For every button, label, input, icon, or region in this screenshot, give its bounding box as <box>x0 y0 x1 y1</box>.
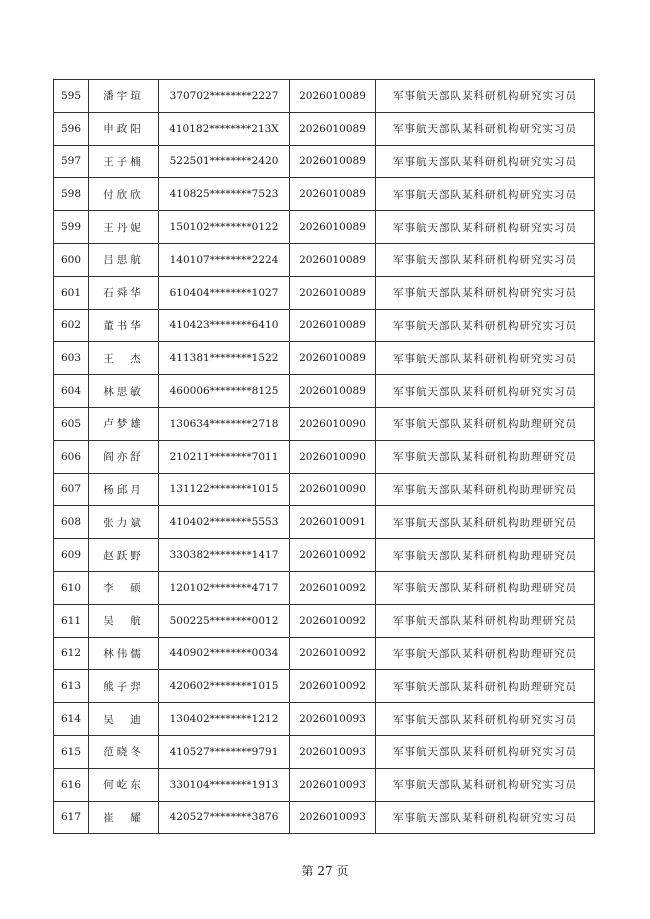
seq-cell: 609 <box>54 539 89 572</box>
position-title-cell: 军事航天部队某科研机构助理研究员 <box>376 407 595 440</box>
position-title-cell: 军事航天部队某科研机构助理研究员 <box>376 637 595 670</box>
position-title-cell: 军事航天部队某科研机构助理研究员 <box>376 506 595 539</box>
position-title-cell: 军事航天部队某科研机构助理研究员 <box>376 539 595 572</box>
name-cell: 张力斌 <box>89 506 159 539</box>
id-number-cell: 420602********1015 <box>159 670 290 703</box>
roster-table <box>53 79 595 834</box>
position-title-cell: 军事航天部队某科研机构研究实习员 <box>376 211 595 244</box>
name-cell: 吕思航 <box>89 243 159 276</box>
id-number-cell: 410527********9791 <box>159 735 290 768</box>
roster-table-body <box>54 80 595 834</box>
name-cell: 卢梦雄 <box>89 407 159 440</box>
id-number-cell: 410825********7523 <box>159 178 290 211</box>
roster-table-container <box>53 79 594 834</box>
position-code-cell: 2026010093 <box>290 801 376 834</box>
position-code-cell: 2026010089 <box>290 211 376 244</box>
position-title-cell: 军事航天部队某科研机构研究实习员 <box>376 801 595 834</box>
position-code-cell: 2026010092 <box>290 604 376 637</box>
position-code-cell: 2026010091 <box>290 506 376 539</box>
position-title-cell: 军事航天部队某科研机构研究实习员 <box>376 768 595 801</box>
table-row <box>54 735 595 768</box>
table-row <box>54 112 595 145</box>
position-code-cell: 2026010090 <box>290 473 376 506</box>
position-title-cell: 军事航天部队某科研机构助理研究员 <box>376 473 595 506</box>
seq-cell: 600 <box>54 243 89 276</box>
table-row <box>54 80 595 113</box>
id-number-cell: 130402********1212 <box>159 703 290 736</box>
id-number-cell: 420527********3876 <box>159 801 290 834</box>
table-row <box>54 670 595 703</box>
position-code-cell: 2026010092 <box>290 539 376 572</box>
table-row <box>54 440 595 473</box>
position-code-cell: 2026010093 <box>290 703 376 736</box>
position-code-cell: 2026010089 <box>290 243 376 276</box>
seq-cell: 597 <box>54 145 89 178</box>
seq-cell: 595 <box>54 80 89 113</box>
id-number-cell: 410402********5553 <box>159 506 290 539</box>
name-cell: 熊子羿 <box>89 670 159 703</box>
seq-cell: 606 <box>54 440 89 473</box>
table-row <box>54 178 595 211</box>
seq-cell: 611 <box>54 604 89 637</box>
position-code-cell: 2026010089 <box>290 309 376 342</box>
seq-cell: 608 <box>54 506 89 539</box>
name-cell: 吴 迪 <box>89 703 159 736</box>
position-title-cell: 军事航天部队某科研机构助理研究员 <box>376 670 595 703</box>
position-title-cell: 军事航天部队某科研机构研究实习员 <box>376 309 595 342</box>
seq-cell: 602 <box>54 309 89 342</box>
id-number-cell: 522501********2420 <box>159 145 290 178</box>
name-cell: 石舜华 <box>89 276 159 309</box>
position-title-cell: 军事航天部队某科研机构助理研究员 <box>376 604 595 637</box>
id-number-cell: 610404********1027 <box>159 276 290 309</box>
name-cell: 潘宇瑄 <box>89 80 159 113</box>
position-code-cell: 2026010089 <box>290 178 376 211</box>
seq-cell: 603 <box>54 342 89 375</box>
position-title-cell: 军事航天部队某科研机构研究实习员 <box>376 145 595 178</box>
id-number-cell: 210211********7011 <box>159 440 290 473</box>
name-cell: 范晓冬 <box>89 735 159 768</box>
table-row <box>54 768 595 801</box>
id-number-cell: 120102********4717 <box>159 571 290 604</box>
table-row <box>54 342 595 375</box>
id-number-cell: 500225********0012 <box>159 604 290 637</box>
table-row <box>54 243 595 276</box>
table-row <box>54 801 595 834</box>
position-title-cell: 军事航天部队某科研机构研究实习员 <box>376 342 595 375</box>
name-cell: 赵跃野 <box>89 539 159 572</box>
name-cell: 王 杰 <box>89 342 159 375</box>
position-title-cell: 军事航天部队某科研机构研究实习员 <box>376 243 595 276</box>
seq-cell: 615 <box>54 735 89 768</box>
seq-cell: 616 <box>54 768 89 801</box>
seq-cell: 596 <box>54 112 89 145</box>
position-code-cell: 2026010090 <box>290 407 376 440</box>
table-row <box>54 539 595 572</box>
name-cell: 杨邱月 <box>89 473 159 506</box>
position-code-cell: 2026010089 <box>290 342 376 375</box>
id-number-cell: 150102********0122 <box>159 211 290 244</box>
table-row <box>54 309 595 342</box>
position-code-cell: 2026010089 <box>290 80 376 113</box>
name-cell: 李 硕 <box>89 571 159 604</box>
position-code-cell: 2026010089 <box>290 145 376 178</box>
position-code-cell: 2026010093 <box>290 768 376 801</box>
id-number-cell: 330104********1913 <box>159 768 290 801</box>
name-cell: 阎亦舒 <box>89 440 159 473</box>
position-title-cell: 军事航天部队某科研机构助理研究员 <box>376 440 595 473</box>
id-number-cell: 410423********6410 <box>159 309 290 342</box>
seq-cell: 612 <box>54 637 89 670</box>
position-code-cell: 2026010093 <box>290 735 376 768</box>
position-code-cell: 2026010089 <box>290 276 376 309</box>
name-cell: 王丹妮 <box>89 211 159 244</box>
id-number-cell: 140107********2224 <box>159 243 290 276</box>
table-row <box>54 571 595 604</box>
id-number-cell: 440902********0034 <box>159 637 290 670</box>
seq-cell: 613 <box>54 670 89 703</box>
seq-cell: 617 <box>54 801 89 834</box>
position-code-cell: 2026010092 <box>290 670 376 703</box>
seq-cell: 601 <box>54 276 89 309</box>
position-title-cell: 军事航天部队某科研机构研究实习员 <box>376 112 595 145</box>
table-row <box>54 506 595 539</box>
seq-cell: 607 <box>54 473 89 506</box>
name-cell: 何屹东 <box>89 768 159 801</box>
name-cell: 崔 耀 <box>89 801 159 834</box>
name-cell: 林伟儒 <box>89 637 159 670</box>
seq-cell: 599 <box>54 211 89 244</box>
position-title-cell: 军事航天部队某科研机构研究实习员 <box>376 178 595 211</box>
position-code-cell: 2026010089 <box>290 375 376 408</box>
name-cell: 王子楠 <box>89 145 159 178</box>
position-code-cell: 2026010089 <box>290 112 376 145</box>
position-title-cell: 军事航天部队某科研机构研究实习员 <box>376 276 595 309</box>
id-number-cell: 410182********213X <box>159 112 290 145</box>
name-cell: 董书华 <box>89 309 159 342</box>
table-row <box>54 473 595 506</box>
position-code-cell: 2026010092 <box>290 637 376 670</box>
table-row <box>54 703 595 736</box>
position-title-cell: 军事航天部队某科研机构助理研究员 <box>376 571 595 604</box>
id-number-cell: 330382********1417 <box>159 539 290 572</box>
seq-cell: 614 <box>54 703 89 736</box>
table-row <box>54 604 595 637</box>
table-row <box>54 145 595 178</box>
id-number-cell: 130634********2718 <box>159 407 290 440</box>
table-row <box>54 375 595 408</box>
id-number-cell: 460006********8125 <box>159 375 290 408</box>
id-number-cell: 411381********1522 <box>159 342 290 375</box>
id-number-cell: 370702********2227 <box>159 80 290 113</box>
position-title-cell: 军事航天部队某科研机构研究实习员 <box>376 375 595 408</box>
seq-cell: 605 <box>54 407 89 440</box>
position-code-cell: 2026010090 <box>290 440 376 473</box>
name-cell: 付欣欣 <box>89 178 159 211</box>
page-number: 第 27 页 <box>301 864 349 878</box>
name-cell: 吴 航 <box>89 604 159 637</box>
position-title-cell: 军事航天部队某科研机构研究实习员 <box>376 80 595 113</box>
table-row <box>54 211 595 244</box>
name-cell: 林思敏 <box>89 375 159 408</box>
seq-cell: 604 <box>54 375 89 408</box>
position-code-cell: 2026010092 <box>290 571 376 604</box>
position-title-cell: 军事航天部队某科研机构研究实习员 <box>376 735 595 768</box>
table-row <box>54 637 595 670</box>
seq-cell: 610 <box>54 571 89 604</box>
name-cell: 申政阳 <box>89 112 159 145</box>
table-row <box>54 407 595 440</box>
seq-cell: 598 <box>54 178 89 211</box>
position-title-cell: 军事航天部队某科研机构研究实习员 <box>376 703 595 736</box>
table-row <box>54 276 595 309</box>
id-number-cell: 131122********1015 <box>159 473 290 506</box>
